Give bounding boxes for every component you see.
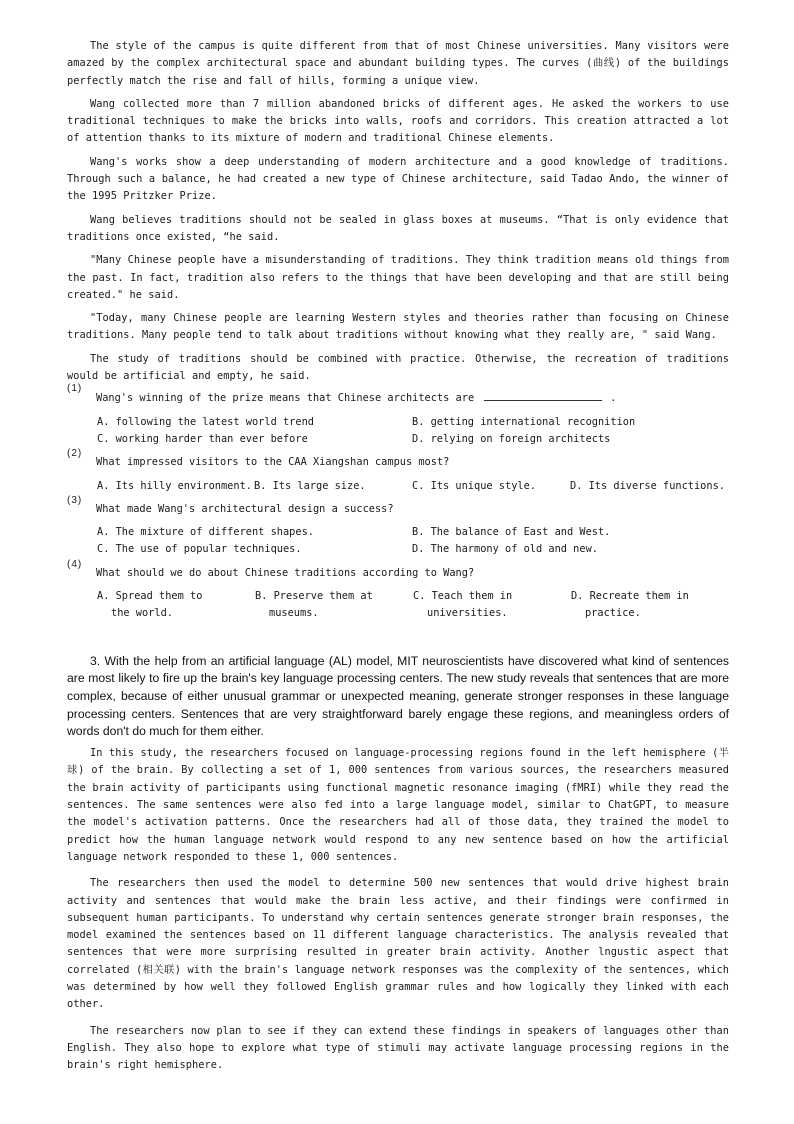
- options-row: [67, 588, 729, 623]
- question-4: [67, 558, 729, 623]
- question-number: (2): [67, 448, 83, 460]
- option-d[interactable]: D. The harmony of old and new.: [412, 543, 598, 556]
- option-c[interactable]: C. working harder than ever before: [97, 432, 308, 445]
- option-b[interactable]: B. Its large size.: [254, 479, 366, 492]
- passage2-paragraph-2: Wang collected more than 7 million abandoned bricks of different ages. He asked the workers to use traditional techniques to make the bricks into walls, roofs and corridors. This creation attracted a lot of attention thanks to its mixture of modern and traditional Chinese elements.: [67, 97, 729, 145]
- passage2-paragraph-3: Wang's works show a deep understanding of modern architecture and a good knowledge of traditions. Through such a balance, he had created a new type of Chinese architecture, said Tadao Ando, the winner of the 1995 Pritzker Prize.: [67, 155, 729, 203]
- option-a[interactable]: A. Its hilly environment.: [97, 479, 252, 492]
- passage2-paragraph-5: "Many Chinese people have a misunderstanding of traditions. They think tradition means old things from the past. In fact, tradition also refers to the things that have been developing and that are still being created." he said.: [67, 254, 729, 301]
- option-a[interactable]: A. Spread them to the world.: [97, 590, 203, 620]
- passage3-paragraph-3: The researchers now plan to see if they can extend these findings in speakers of languages other than English. They also hope to explore what type of stimuli may activate language processing regions in the brain's right hemisphere.: [67, 1024, 729, 1072]
- option-c[interactable]: C. Its unique style.: [412, 479, 536, 492]
- options-grid: [67, 524, 729, 559]
- document-page: [67, 38, 729, 1080]
- question-number: (4): [67, 558, 83, 570]
- passage2-paragraph-1: The style of the campus is quite different from that of most Chinese universities. Many visitors were amazed by the complex architectural space and abundant building types. The curves (曲线) of the buildings perfectly match the rise and fall of hills, forming a unique view.: [67, 40, 729, 87]
- option-b[interactable]: B. getting international recognition: [412, 415, 636, 428]
- question-text: What should we do about Chinese traditions according to Wang?: [96, 566, 475, 579]
- question-1: [67, 383, 729, 448]
- question-number: (3): [67, 494, 83, 506]
- option-d[interactable]: D. Recreate them in practice.: [571, 590, 689, 620]
- passage3-paragraph-2: The researchers then used the model to determine 500 new sentences that would drive highest brain activity and sentences that would make the brain less active, and their findings were confirmed in subsequent human participants. To understand why certain sentences generate stronger brain responses, the model examined the sentences based on 11 different language characteristics. The analysis revealed that sentences that were more surprising resulted in greater brain activity. Another lngustic aspect that correlated (相关联) with the brain's language network responses was the complexity of the sentences, which was determined by how well they followed English grammar rules and how logically they linked with each other.: [67, 877, 729, 1011]
- passage2-paragraph-7: The study of traditions should be combined with practice. Otherwise, the recreation of traditions would be artificial and empty, he said.: [67, 352, 729, 383]
- question-text: What made Wang's architectural design a success?: [96, 502, 394, 515]
- options-grid: [67, 414, 729, 449]
- option-c[interactable]: C. Teach them in universities.: [413, 590, 513, 620]
- option-c[interactable]: C. The use of popular techniques.: [97, 543, 302, 556]
- passage3-paragraph-1: In this study, the researchers focused on language-processing regions found in the left hemisphere (半球) of the brain. By collecting a set of 1, 000 sentences from various sources, the researchers measured the brain activity of participants using functional magnetic resonance imaging (fMRI) while they read the sentences. The same sentences were also fed into a large language model, similar to ChatGPT, to measure the model's activation patterns. Once the researchers had all of those data, they trained the model to predict how the human language network would respond to any new sentence based on how the artificial language network responded to these 1, 000 sentences.: [67, 747, 729, 863]
- option-a[interactable]: A. following the latest world trend: [97, 415, 314, 428]
- question-3: [67, 494, 729, 559]
- question-number: (1): [67, 383, 83, 395]
- question-text: What impressed visitors to the CAA Xiangshan campus most?: [96, 456, 450, 469]
- question-text: Wang's winning of the prize means that Chinese architects are: [96, 392, 475, 405]
- answer-blank[interactable]: [484, 389, 602, 401]
- question-2: [67, 448, 729, 495]
- option-b[interactable]: B. Preserve them at museums.: [255, 590, 373, 620]
- option-d[interactable]: D. Its diverse functions.: [570, 479, 725, 492]
- option-a[interactable]: A. The mixture of different shapes.: [97, 526, 314, 539]
- option-d[interactable]: D. relying on foreign architects: [412, 432, 611, 445]
- passage2-paragraph-6: "Today, many Chinese people are learning Western styles and theories rather than focusing on Chinese traditions. Many people tend to talk about traditions without knowing what they really are, " said Wang.: [67, 312, 729, 342]
- options-row: [67, 478, 729, 495]
- question-tail: .: [610, 392, 617, 405]
- option-b[interactable]: B. The balance of East and West.: [412, 526, 611, 539]
- passage2-paragraph-4: Wang believes traditions should not be sealed in glass boxes at museums. “That is only evidence that traditions once existed, “he said.: [67, 213, 729, 243]
- passage3-intro: 3. With the help from an artificial language (AL) model, MIT neuroscientists have discovered what kind of sentences are most likely to fire up the brain's key language processing centers. The new study reveals that sentences that are more complex, because of either unusual grammar or unexpected meaning, generate stronger responses in these language processing centers. Sentences that are very straightforward barely engage these regions, and meaningless orders of words don't do much for them either.: [67, 653, 729, 739]
